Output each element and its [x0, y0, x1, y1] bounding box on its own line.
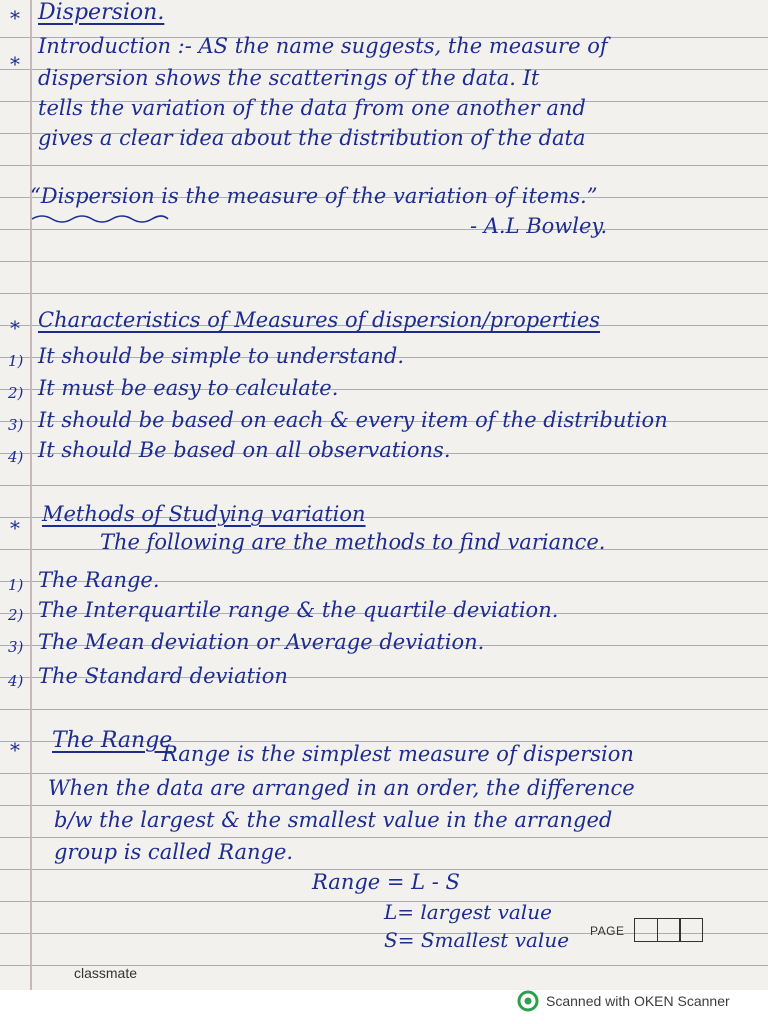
intro-line: dispersion shows the scatterings of the data. It [38, 66, 540, 90]
page-number-boxes [634, 918, 702, 942]
range-line: b/w the largest & the smallest value in the arranged [54, 808, 613, 832]
quote-author: - A.L Bowley. [470, 214, 608, 238]
methods-intro: The following are the methods to find variance. [100, 530, 606, 554]
list-number: 1) [8, 576, 24, 594]
page-box [634, 918, 658, 942]
legend-largest: L= largest value [384, 900, 552, 924]
page-box [657, 918, 681, 942]
quote-underline [30, 212, 170, 226]
list-number: 3) [8, 416, 24, 434]
legend-smallest: S= Smallest value [384, 928, 570, 952]
range-line: When the data are arranged in an order, the difference [48, 776, 635, 800]
bullet-star: * [10, 52, 20, 76]
list-item: It must be easy to calculate. [38, 376, 339, 400]
bullet-star: * [10, 316, 20, 340]
list-item: It should be simple to understand. [38, 344, 405, 368]
range-formula: Range = L - S [312, 870, 460, 894]
list-item: The Standard deviation [38, 664, 288, 688]
characteristics-heading: Characteristics of Measures of dispersion/properties [38, 308, 601, 332]
bowley-quote: “Dispersion is the measure of the variation of items.” [30, 184, 598, 208]
list-item: The Interquartile range & the quartile deviation. [38, 598, 559, 622]
notebook-brand: classmate [74, 965, 138, 981]
list-item: It should Be based on all observations. [38, 438, 451, 462]
page-title: Dispersion. [38, 0, 165, 25]
margin-line [30, 0, 32, 990]
intro-line: gives a clear idea about the distribution of the data [38, 126, 586, 150]
methods-heading: Methods of Studying variation [42, 502, 366, 526]
bullet-star: * [10, 738, 20, 762]
list-number: 1) [8, 352, 24, 370]
intro-line: Introduction :- AS the name suggests, the measure of [38, 34, 608, 58]
bullet-star: * [10, 6, 20, 30]
oken-scanner-logo-icon [517, 990, 539, 1012]
bullet-star: * [10, 516, 20, 540]
intro-line: tells the variation of the data from one another and [38, 96, 586, 120]
list-item: The Range. [38, 568, 160, 592]
scanner-watermark-text: Scanned with OKEN Scanner [546, 993, 730, 1009]
list-number: 3) [8, 638, 24, 656]
list-number: 2) [8, 384, 24, 402]
list-number: 4) [8, 672, 24, 690]
list-number: 4) [8, 448, 24, 466]
range-heading: The Range [52, 728, 173, 753]
range-line: group is called Range. [54, 840, 294, 864]
range-line: Range is the simplest measure of dispersion [162, 742, 634, 766]
list-item: It should be based on each & every item of the distribution [38, 408, 668, 432]
list-item: The Mean deviation or Average deviation. [38, 630, 485, 654]
list-number: 2) [8, 606, 24, 624]
page-number-label: PAGE [590, 924, 625, 938]
page-box [679, 918, 703, 942]
